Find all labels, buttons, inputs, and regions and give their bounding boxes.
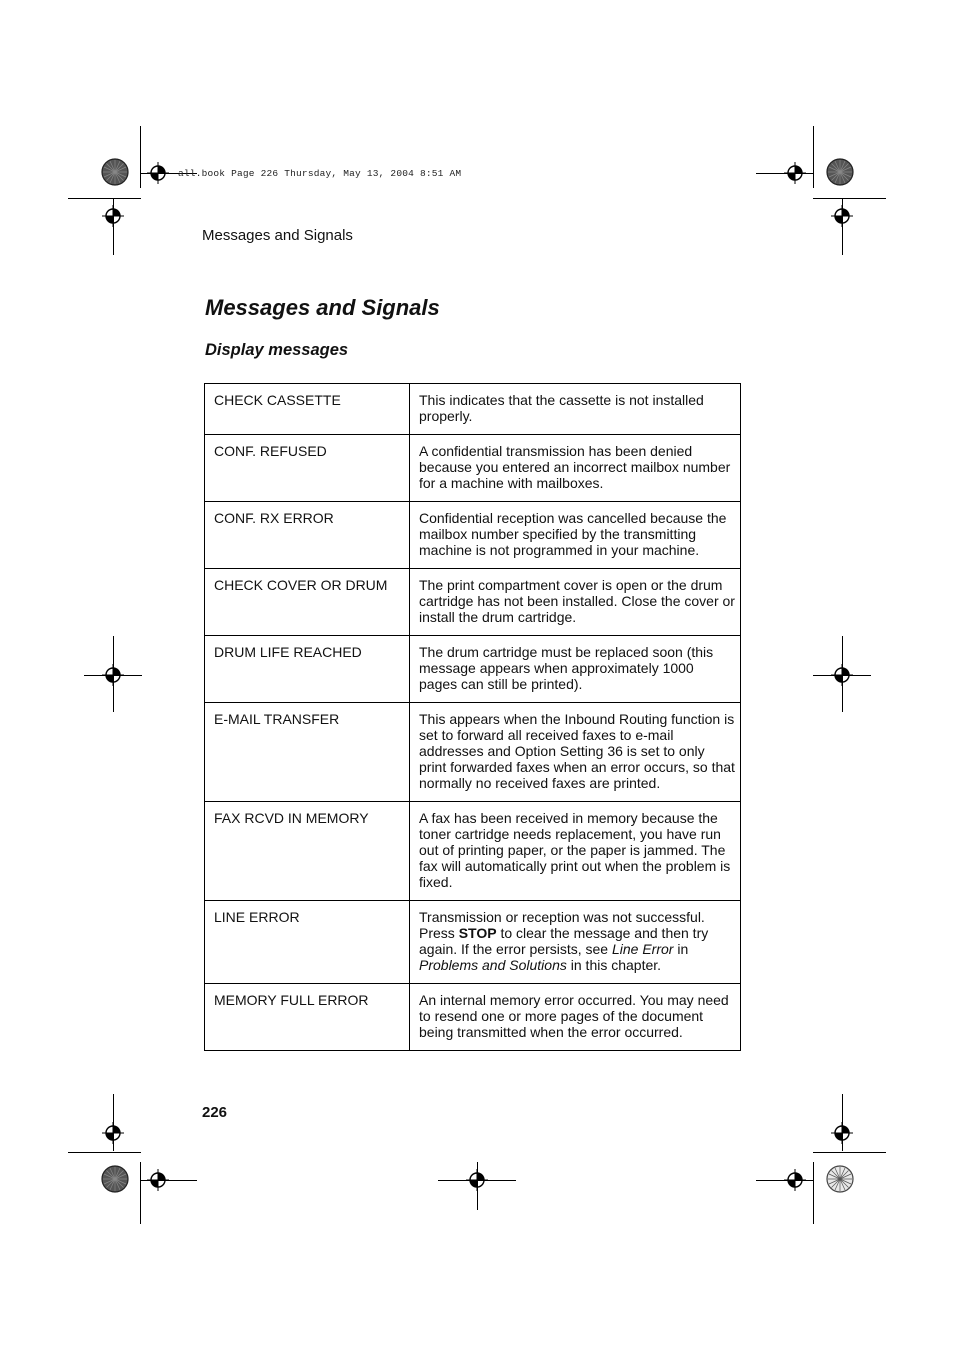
cross-reference: Problems and Solutions [419, 957, 567, 973]
message-code: CHECK CASSETTE [205, 384, 410, 435]
description-text: in this chapter. [566, 957, 662, 973]
table-row [205, 901, 741, 984]
page-number: 226 [202, 1104, 228, 1121]
message-description: A fax has been received in memory because the toner cartridge needs replacement, you have run out of printing paper, or the paper is jammed. The fax will automatically print out when the problem is fixed. [410, 802, 741, 901]
section-subtitle: Display messages [205, 341, 349, 359]
page-title: Messages and Signals [205, 295, 440, 320]
table-row [205, 569, 741, 636]
registration-target-icon [784, 162, 806, 184]
message-code: CONF. RX ERROR [205, 502, 410, 569]
message-code: MEMORY FULL ERROR [205, 984, 410, 1051]
table-row [205, 984, 741, 1051]
dark-rosette-icon [101, 158, 129, 186]
message-description: This appears when the Inbound Routing function is set to forward all received faxes to e-mail addresses and Option Setting 36 is set to only print forwarded faxes when an error occurs, so that normally no received faxes are printed. [410, 703, 741, 802]
message-description: This indicates that the cassette is not installed properly. [410, 384, 741, 435]
message-code: LINE ERROR [205, 901, 410, 984]
dark-rosette-icon [826, 158, 854, 186]
message-description: The drum cartridge must be replaced soon (this message appears when approximately 1000 pages can still be printed). [410, 636, 741, 703]
registration-target-icon [466, 1169, 488, 1191]
registration-target-icon [102, 1122, 124, 1144]
cross-reference: Line Error [611, 941, 674, 957]
message-code: FAX RCVD IN MEMORY [205, 802, 410, 901]
registration-target-icon [831, 664, 853, 686]
table-row [205, 502, 741, 569]
description-text: Transmission or reception was not successful. Press [419, 909, 705, 941]
description-text: to clear the message and then try again. If the error persists, see [419, 925, 709, 957]
stop-key-label: STOP [458, 925, 497, 941]
message-description: Confidential reception was cancelled because the mailbox number specified by the transmitting machine is not programmed in your machine. [410, 502, 741, 569]
registration-target-icon [147, 1169, 169, 1191]
table-body [205, 384, 741, 1051]
message-code: DRUM LIFE REACHED [205, 636, 410, 703]
table-row [205, 435, 741, 502]
message-code: CONF. REFUSED [205, 435, 410, 502]
table-row [205, 802, 741, 901]
registration-target-icon [102, 205, 124, 227]
message-description [410, 901, 741, 984]
table-row [205, 636, 741, 703]
registration-target-icon [147, 162, 169, 184]
registration-target-icon [102, 664, 124, 686]
description-text: in [673, 941, 689, 957]
message-description: An internal memory error occurred. You may need to resend one or more pages of the document being transmitted when the error occurred. [410, 984, 741, 1051]
registration-target-icon [831, 1122, 853, 1144]
message-description: A confidential transmission has been denied because you entered an incorrect mailbox number for a machine with mailboxes. [410, 435, 741, 502]
registration-target-icon [784, 1169, 806, 1191]
table-row [205, 703, 741, 802]
message-description: The print compartment cover is open or the drum cartridge has not been installed. Close the cover or install the drum cartridge. [410, 569, 741, 636]
registration-target-icon [831, 205, 853, 227]
table-row [205, 384, 741, 435]
dark-rosette-icon [101, 1165, 129, 1193]
light-rosette-icon [826, 1165, 854, 1193]
message-code: E-MAIL TRANSFER [205, 703, 410, 802]
running-head: Messages and Signals [202, 227, 353, 244]
display-messages-table [204, 383, 741, 1051]
message-code: CHECK COVER OR DRUM [205, 569, 410, 636]
print-slug-line: all.book Page 226 Thursday, May 13, 2004 8:51 AM [178, 168, 462, 179]
